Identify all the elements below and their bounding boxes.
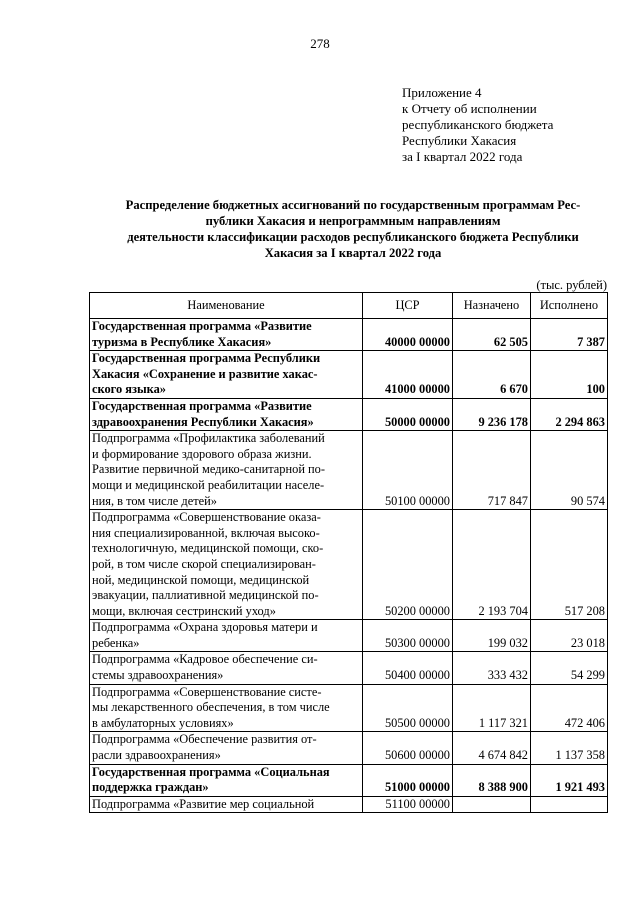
title-line: Распределение бюджетных ассигнований по государственным программам Рес- xyxy=(125,198,581,212)
table-row xyxy=(90,351,608,399)
cell-code: 41000 00000 xyxy=(363,351,453,399)
cell-name: Подпрограмма «Развитие мер социальной xyxy=(90,796,363,813)
table-header-row xyxy=(90,293,608,319)
header-name: Наименование xyxy=(90,293,363,319)
cell-name: Подпрограмма «Обеспечение развития от- расли здравоохранения» xyxy=(90,732,363,764)
table-row xyxy=(90,620,608,652)
header-assigned: Назначено xyxy=(453,293,531,319)
cell-name: Государственная программа Республики Хакасия «Сохранение и развитие хакас- ского языка» xyxy=(90,351,363,399)
units-label: (тыс. рублей) xyxy=(536,278,607,292)
cell-code: 50500 00000 xyxy=(363,684,453,732)
cell-executed: 7 387 xyxy=(531,319,608,351)
cell-name: Подпрограмма «Охрана здоровья матери и ребенка» xyxy=(90,620,363,652)
table-row xyxy=(90,764,608,796)
header-code: ЦСР xyxy=(363,293,453,319)
appendix-line: Республики Хакасия xyxy=(402,133,517,148)
cell-code: 51000 00000 xyxy=(363,764,453,796)
table-row xyxy=(90,398,608,430)
appendix-line: республиканского бюджета xyxy=(402,117,554,132)
cell-executed: 1 137 358 xyxy=(531,732,608,764)
cell-assigned: 2 193 704 xyxy=(453,510,531,620)
cell-assigned: 4 674 842 xyxy=(453,732,531,764)
cell-assigned: 8 388 900 xyxy=(453,764,531,796)
cell-code: 50200 00000 xyxy=(363,510,453,620)
table-row xyxy=(90,684,608,732)
cell-name: Государственная программа «Социальная поддержка граждан» xyxy=(90,764,363,796)
cell-assigned: 333 432 xyxy=(453,652,531,684)
cell-name: Государственная программа «Развитие туризма в Республике Хакасия» xyxy=(90,319,363,351)
table-row xyxy=(90,510,608,620)
table-row xyxy=(90,732,608,764)
cell-executed: 54 299 xyxy=(531,652,608,684)
cell-name: Подпрограмма «Кадровое обеспечение си- стемы здравоохранения» xyxy=(90,652,363,684)
title-line: деятельности классификации расходов республиканского бюджета Республики xyxy=(127,230,579,244)
cell-assigned: 9 236 178 xyxy=(453,398,531,430)
cell-executed xyxy=(531,796,608,813)
cell-code: 50100 00000 xyxy=(363,431,453,510)
budget-table xyxy=(89,292,608,813)
cell-name: Государственная программа «Развитие здравоохранения Республики Хакасия» xyxy=(90,398,363,430)
cell-code: 51100 00000 xyxy=(363,796,453,813)
appendix-line: Приложение 4 xyxy=(402,85,482,100)
title-line: публики Хакасия и непрограммным направлениям xyxy=(205,214,501,228)
title-line: Хакасия за I квартал 2022 года xyxy=(264,246,442,260)
page-number: 278 xyxy=(310,36,330,51)
table-row xyxy=(90,319,608,351)
cell-name: Подпрограмма «Профилактика заболеваний и формирование здорового образа жизни. Развитие первичной медико-санитарной по- мощи и медицинской реабилитации населе- ния, в том числе детей» xyxy=(90,431,363,510)
table-row xyxy=(90,431,608,510)
table-row xyxy=(90,796,608,813)
header-executed: Исполнено xyxy=(531,293,608,319)
cell-assigned xyxy=(453,796,531,813)
cell-executed: 90 574 xyxy=(531,431,608,510)
cell-assigned: 199 032 xyxy=(453,620,531,652)
cell-code: 50300 00000 xyxy=(363,620,453,652)
cell-executed: 100 xyxy=(531,351,608,399)
appendix-note xyxy=(402,85,553,165)
cell-executed: 517 208 xyxy=(531,510,608,620)
table-row xyxy=(90,652,608,684)
appendix-line: к Отчету об исполнении xyxy=(402,101,537,116)
cell-code: 50000 00000 xyxy=(363,398,453,430)
cell-executed: 23 018 xyxy=(531,620,608,652)
table-body xyxy=(90,319,608,813)
cell-code: 40000 00000 xyxy=(363,319,453,351)
cell-executed: 2 294 863 xyxy=(531,398,608,430)
cell-executed: 472 406 xyxy=(531,684,608,732)
cell-name: Подпрограмма «Совершенствование оказа- ния специализированной, включая высоко- технологичную, медицинской помощи, ско- рой, в том числе скорой специализирован- ной, медицинской помощи, медицинской эвакуации, паллиативной медицинской по- мощи, включая сестринский уход» xyxy=(90,510,363,620)
cell-code: 50400 00000 xyxy=(363,652,453,684)
cell-assigned: 6 670 xyxy=(453,351,531,399)
document-title xyxy=(96,197,610,261)
cell-executed: 1 921 493 xyxy=(531,764,608,796)
cell-code: 50600 00000 xyxy=(363,732,453,764)
cell-assigned: 717 847 xyxy=(453,431,531,510)
cell-name: Подпрограмма «Совершенствование систе- мы лекарственного обеспечения, в том числе в амбулаторных условиях» xyxy=(90,684,363,732)
appendix-line: за I квартал 2022 года xyxy=(402,149,523,164)
cell-assigned: 1 117 321 xyxy=(453,684,531,732)
cell-assigned: 62 505 xyxy=(453,319,531,351)
